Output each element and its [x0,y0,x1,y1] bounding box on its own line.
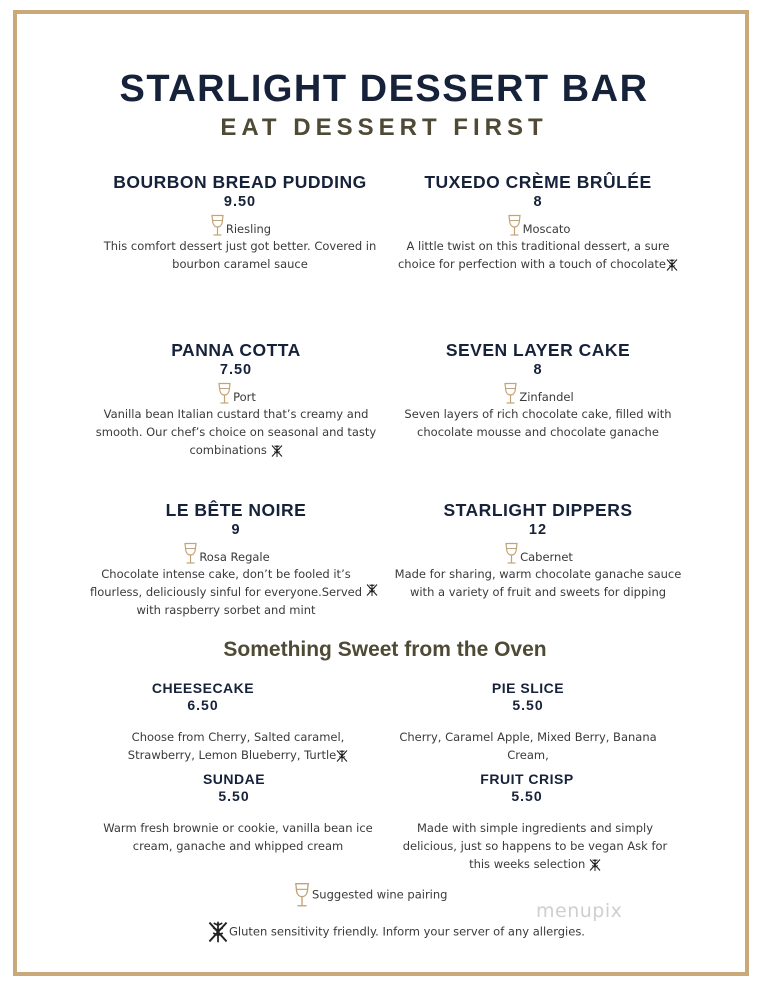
dessert-item-bourbon-bread-pudding [90,172,390,273]
oven-item-sundae [92,771,384,855]
oven-item-cheesecake [104,680,372,764]
dessert-item-starlight-dippers [388,500,688,601]
dessert-price: 7.50 [219,362,253,378]
oven-item-price: 6.50 [187,697,219,713]
wine-glass-icon [209,214,226,237]
gluten-free-icon [366,583,378,597]
oven-item-name: FRUIT CRISP [480,771,574,787]
wine-pairing [90,214,390,237]
oven-item-description: Made with simple ingredients and simply delicious, just so happens to be vegan Ask for this weeks selection [402,821,668,871]
oven-item-description: Cherry, Caramel Apple, Mixed Berry, Banana Cream, [399,730,657,762]
wine-pairing-label: Moscato [522,222,571,236]
wine-pairing [388,542,688,565]
dessert-item-seven-layer-cake [388,340,688,441]
dessert-description: Seven layers of rich chocolate cake, filled with chocolate mousse and chocolate ganache [404,407,672,439]
watermark-logo: menupix [536,900,623,922]
menu-title: STARLIGHT DESSERT BAR [119,68,649,110]
wine-pairing-label: Port [233,390,256,404]
section-title-oven: Something Sweet from the Oven [223,638,547,661]
dessert-price: 9.50 [223,194,257,210]
oven-item-name: CHEESECAKE [151,680,255,696]
wine-pairing [388,214,688,237]
legend-wine-label: Suggested wine pairing [312,887,448,902]
wine-pairing-label: Rosa Regale [199,550,270,564]
dessert-description: Chocolate intense cake, don’t be fooled it’s flourless, deliciously sinful for everyone.Served with raspberry sorbet and mint [89,567,363,617]
wine-pairing-label: Riesling [225,222,272,236]
wine-pairing-label: Zinfandel [519,390,574,404]
dessert-description: A little twist on this traditional dessert, a sure choice for perfection with a touch of chocolate [388,237,688,273]
dessert-item-panna-cotta [86,340,386,459]
oven-item-description: Warm fresh brownie or cookie, vanilla bean ice cream, ganache and whipped cream [103,821,373,853]
gluten-free-icon [589,858,601,872]
wine-pairing [86,382,386,405]
wine-glass-icon [502,382,519,405]
legend-gluten-label: Gluten sensitivity friendly. Inform your server of any allergies. [229,924,585,939]
dessert-price: 9 [231,522,241,538]
dessert-description: This comfort dessert just got better. Covered in bourbon caramel sauce [103,239,377,271]
oven-item-description: Choose from Cherry, Salted caramel, Strawberry, Lemon Blueberry, Turtle [104,728,372,764]
wine-glass-icon [503,542,520,565]
dessert-description: Vanilla bean Italian custard that’s creamy and smooth. Our chef’s choice on seasonal and tasty combinations [95,407,377,457]
oven-item-price: 5.50 [512,697,544,713]
dessert-description: Made for sharing, warm chocolate ganache sauce with a variety of fruit and sweets for dipping [394,567,682,599]
dessert-price: 8 [533,194,543,210]
dessert-name: SEVEN LAYER CAKE [445,340,631,360]
dessert-price: 8 [533,362,543,378]
legend-gluten [207,920,585,944]
gluten-free-icon [271,444,283,458]
gluten-free-icon [207,920,229,944]
wine-glass-icon [506,214,523,237]
legend-wine [292,882,447,908]
wine-glass-icon [292,882,312,908]
oven-item-name: PIE SLICE [491,680,565,696]
dessert-price: 12 [528,522,548,538]
wine-glass-icon [182,542,199,565]
dessert-item-tuxedo-creme-brulee [388,172,688,273]
dessert-name: LE BÊTE NOIRE [165,500,307,520]
dessert-name: STARLIGHT DIPPERS [443,500,633,520]
gluten-free-icon [336,749,348,763]
dessert-name: TUXEDO CRÈME BRÛLÉE [424,172,652,192]
gluten-free-icon [666,258,678,272]
dessert-name: BOURBON BREAD PUDDING [113,172,367,192]
oven-item-price: 5.50 [218,788,250,804]
wine-pairing-label: Cabernet [520,550,573,564]
oven-item-pie-slice [392,680,664,764]
dessert-name: PANNA COTTA [171,340,301,360]
oven-item-price: 5.50 [511,788,543,804]
wine-pairing [388,382,688,405]
wine-pairing [86,542,366,565]
oven-item-name: SUNDAE [202,771,266,787]
oven-item-fruit-crisp [392,771,678,873]
wine-glass-icon [216,382,233,405]
menu-subtitle: EAT DESSERT FIRST [220,114,548,141]
dessert-item-le-bete-noire [86,500,366,619]
